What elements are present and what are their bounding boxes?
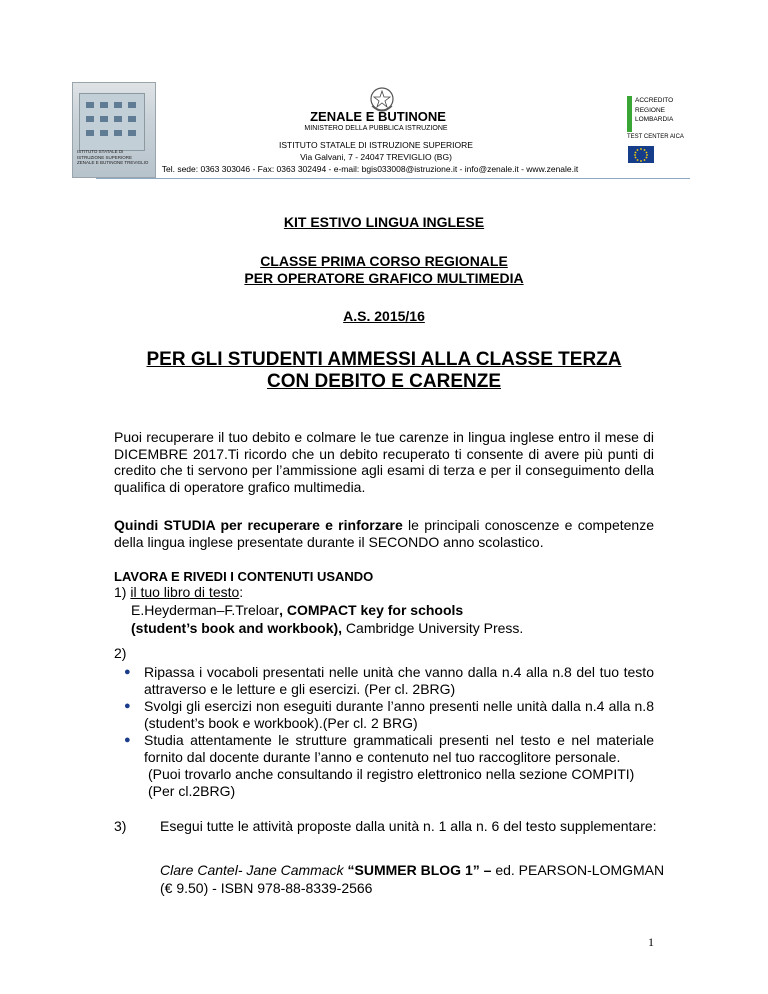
institute-type: ISTITUTO STATALE DI ISTRUZIONE SUPERIORE <box>279 140 473 150</box>
bullet-text: Svolgi gli esercizi non eseguiti durante l’anno presenti nelle unità dalla n.4 alla n.8 (student’s book e workbook).(Per cl. 2 BRG) <box>144 698 654 731</box>
bullet-3-note-1: (Puoi trovarlo anche consultando il registro elettronico nella sezione COMPITI) <box>148 766 635 782</box>
students-heading-line-2: CON DEBITO E CARENZE <box>266 371 501 392</box>
bullet-dot-icon: ● <box>124 666 131 678</box>
lavora-heading: LAVORA E RIVEDI I CONTENUTI USANDO <box>114 569 374 584</box>
eu-flag-icon <box>628 146 654 163</box>
accred-line-2: REGIONE <box>635 106 665 114</box>
book-authors: E.Heyderman–F.Treloar <box>131 602 280 618</box>
doc-title: KIT ESTIVO LINGUA INGLESE <box>283 214 485 230</box>
header-divider <box>96 178 690 179</box>
bullet-text: Ripassa i vocaboli presentati nelle unità che vanno dalla n.4 alla n.8 del tuo testo attraverso e le letture e gli esercizi. (Per cl. 2BRG) <box>144 664 654 697</box>
book-publisher: Cambridge University Press. <box>342 620 524 636</box>
page-number: 1 <box>648 935 654 949</box>
item-1-number: 1) <box>114 584 131 600</box>
accred-line-1: ACCREDITO <box>635 97 674 104</box>
school-year: A.S. 2015/16 <box>343 308 425 324</box>
bullet-dot-icon: ● <box>124 700 131 712</box>
item-1-label: il tuo libro di testo <box>130 584 240 600</box>
supplementary-authors: Clare Cantel- Jane Cammack <box>160 862 348 878</box>
school-address: Via Galvani, 7 - 24047 TREVIGLIO (BG) <box>300 152 452 162</box>
supplementary-book-line-1 <box>160 862 664 878</box>
book-line-2 <box>131 620 523 636</box>
school-name: ZENALE E BUTINONE <box>310 109 446 124</box>
accred-line-3: LOMBARDIA <box>635 116 674 123</box>
test-center-label: TEST CENTER AICA <box>627 134 684 140</box>
study-rest: le principali conoscenze e competenze della lingua inglese presentate durante il SECONDO anno scolastico. <box>114 517 654 550</box>
item-3-number: 3) <box>114 818 127 834</box>
bullet-3-note-2: (Per cl.2BRG) <box>148 782 236 799</box>
supplementary-title: “SUMMER BLOG 1” – <box>347 862 496 878</box>
bullet-item <box>114 664 654 697</box>
bullet-text: Studia attentamente le strutture grammaticali presenti nel testo e nel materiale fornito dal docente durante l’anno e contenuto nel tuo raccoglitore personale. <box>144 732 654 765</box>
item-1-colon: : <box>239 584 244 600</box>
supplementary-publisher: ed. PEARSON-LOMGMAN <box>495 862 665 878</box>
study-bold: Quindi STUDIA per recuperare e rinforzare <box>114 517 403 533</box>
item-3-text: Esegui tutte le attività proposte dalla unità n. 1 alla n. 6 del testo supplementare: <box>160 818 657 834</box>
bullet-item <box>114 732 654 765</box>
bullet-dot-icon: ● <box>124 734 131 746</box>
item-2-number: 2) <box>114 645 127 661</box>
bullet-item <box>114 698 654 731</box>
supplementary-book-price: (€ 9.50) - ISBN 978-88-8339-2566 <box>160 880 373 896</box>
book-subtitle: (student’s book and workbook), <box>131 620 343 636</box>
school-logo-caption: ISTITUTO STATALE DI ISTRUZIONE SUPERIORE ZENALE E BUTINONE TREVIGLIO <box>77 149 149 165</box>
study-paragraph <box>114 517 654 550</box>
intro-paragraph: Puoi recuperare il tuo debito e colmare le tue carenze in lingua inglese entro il mese di DICEMBRE 2017.Ti ricordo che un debito recuperato ti consente di avere più punti di credito che ti servono per l’ammissione agli esami di terza e per il conseguimento della qualifica di operatore grafico multimedia. <box>114 429 654 495</box>
item-1 <box>114 584 243 600</box>
accreditation-bar <box>627 96 632 132</box>
class-line-2: PER OPERATORE GRAFICO MULTIMEDIA <box>244 270 524 286</box>
school-contacts: Tel. sede: 0363 303046 - Fax: 0363 302494 - e-mail: bgis033008@istruzione.it - info@zenale.it - www.zenale.it <box>161 164 579 174</box>
letterhead <box>0 0 768 180</box>
class-line-1: CLASSE PRIMA CORSO REGIONALE <box>260 253 508 269</box>
ministry-name: MINISTERO DELLA PUBBLICA ISTRUZIONE <box>304 125 448 132</box>
book-line-1 <box>131 602 463 618</box>
students-heading-line-1: PER GLI STUDENTI AMMESSI ALLA CLASSE TERZA <box>146 349 622 370</box>
item-2-bullet-list <box>114 664 654 799</box>
book-title: , COMPACT key for schools <box>279 602 464 618</box>
